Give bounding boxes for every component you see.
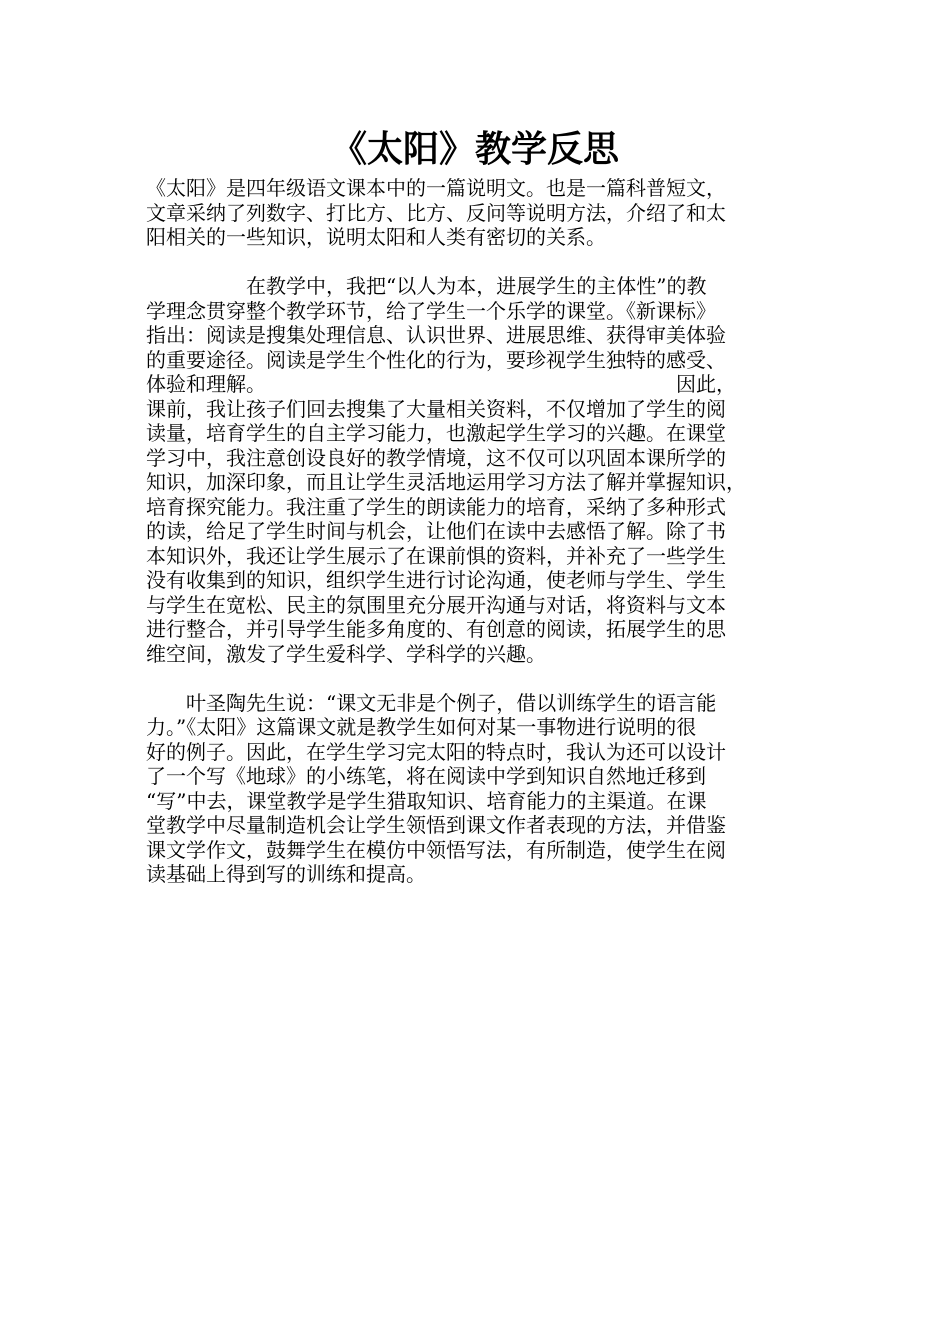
text-line: 指出：阅读是搜集处理信息、认识世界、进展思维、获得审美体验 [146,323,726,347]
text-line: 课文学作文，鼓舞学生在模仿中领悟写法，有所制造，使学生在阅 [146,837,726,862]
text-line: 进行整合，并引导学生能多角度的、有创意的阅读，拓展学生的思 [146,617,726,641]
text-line: 课前，我让孩子们回去搜集了大量相关资料，不仅增加了学生的阅 [146,396,726,421]
text-line: 培育探究能力。我注重了学生的朗读能力的培育，采纳了多种形式 [146,494,726,519]
text-line: 阳相关的一些知识，说明太阳和人类有密切的关系。 [146,225,606,249]
text-line: 与学生在宽松、民主的氛围里充分展开沟通与对话，将资料与文本 [146,592,726,617]
text-line: 学习中，我注意创设良好的教学情境，这不仅可以巩固本课所学的 [146,445,726,470]
document-body [146,176,820,887]
text-line: 知识，加深印象，而且让学生灵活地运用学习方法了解并掌握知识， [146,470,746,494]
paragraph-intro [146,176,820,250]
text-line: 《太阳》是四年级语文课本中的一篇说明文。也是一篇科普短文， [146,176,726,200]
text-line: 的重要途径。阅读是学生个性化的行为，要珍视学生独特的感受、 [146,347,726,372]
paragraph-spacer [146,250,820,275]
text-line: 读基础上得到写的训练和提高。 [146,862,426,886]
paragraph-spacer [146,666,820,691]
paragraph-teaching [146,274,820,666]
text-line: 叶圣陶先生说：“课文无非是个例子，借以训练学生的语言能 [146,690,717,715]
paragraph-writing [146,691,820,887]
text-line: 维空间，激发了学生爱科学、学科学的兴趣。 [146,641,546,666]
text-line: 读量，培育学生的自主学习能力，也激起学生学习的兴趣。在课堂 [146,421,726,445]
text-line: 的读，给足了学生时间与机会，让他们在读中去感悟了解。除了书 [146,519,726,543]
text-line: 学理念贯穿整个教学环节，给了学生一个乐学的课堂。《新课标》 [146,298,716,323]
text-line: 体验和理解。 因此， [146,372,736,396]
text-line: “写”中去，课堂教学是学生猎取知识、培育能力的主渠道。在课 [146,788,707,813]
text-line: 好的例子。因此，在学生学习完太阳的特点时，我认为还可以设计 [146,739,726,764]
text-line: 了一个写《地球》的小练笔，将在阅读中学到知识自然地迁移到 [146,764,706,788]
text-line: 在教学中，我把“以人为本，进展学生的主体性”的教 [146,274,707,298]
text-line: 力。”《太阳》这篇课文就是教学生如何对某一事物进行说明的很 [146,715,697,739]
text-line: 文章采纳了列数字、打比方、比方、反问等说明方法，介绍了和太 [146,200,726,225]
document-title: 《太阳》教学反思 [330,129,619,170]
text-line: 没有收集到的知识，组织学生进行讨论沟通，使老师与学生、学生 [146,568,726,592]
text-line: 本知识外，我还让学生展示了在课前惧的资料，并补充了一些学生 [146,543,726,568]
text-line: 堂教学中尽量制造机会让学生领悟到课文作者表现的方法，并借鉴 [146,813,726,837]
